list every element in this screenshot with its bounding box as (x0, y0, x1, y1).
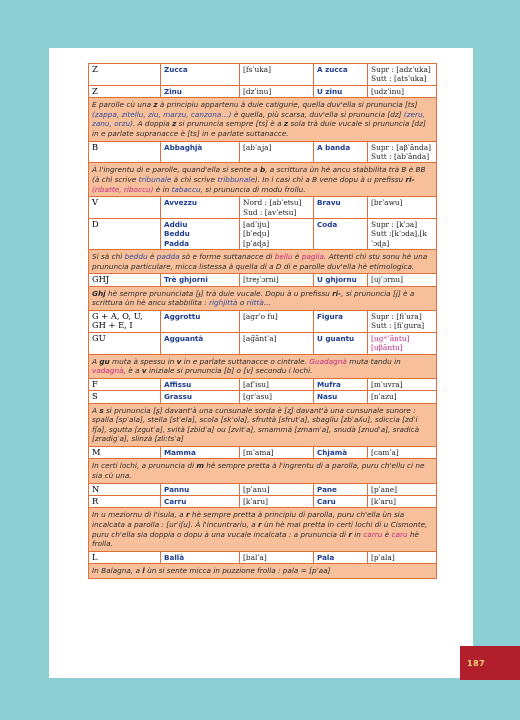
phonetic-cell: [treɟˈɔrni] (240, 274, 314, 286)
phonetic-line: Sud : [avˈeʦu] (243, 207, 297, 217)
phonetic-line: Supr : [fiˈura] (371, 312, 422, 321)
note-row (89, 508, 437, 551)
example-word: U ghjornu (314, 274, 368, 286)
letter-cell: Z (89, 85, 161, 97)
phonetic-line: [uɡʷˈãntu] (371, 333, 410, 343)
phonetic-line: Supr : [kˈɔa] (371, 220, 418, 229)
note-span: vadagnà (92, 366, 124, 376)
note-span: righjittà (208, 298, 238, 308)
note-span: iniziale si prununcia [b] o [v] secondu i lochi. (146, 366, 313, 376)
phonetic-cell: [ujˈɔrnu] (368, 274, 437, 286)
note-span: . A doppia (132, 119, 173, 129)
letter-line: G + A, O, U, (92, 311, 143, 321)
table-row (89, 551, 437, 563)
note-text (89, 459, 437, 483)
phonetic-cell: [udzˈinu] (368, 85, 437, 97)
phonetic-cell: [nˈazu] (368, 391, 437, 403)
example-word: Nasu (314, 391, 368, 403)
note-row (89, 163, 437, 197)
note-span: v (176, 356, 182, 366)
letter-cell: R (89, 496, 161, 508)
note-span: tribbunale (217, 175, 255, 184)
table-row (89, 274, 437, 286)
note-span: r (258, 520, 262, 529)
example-word: A banda (314, 141, 368, 163)
note-span: muta à spessu in (109, 356, 177, 366)
note-span: o (237, 298, 247, 308)
table-row (89, 311, 437, 333)
phonetic-cell (368, 64, 437, 86)
letter-cell (89, 311, 161, 333)
note-row (89, 98, 437, 141)
note-span: In Balagna, a (92, 566, 143, 576)
table-row (89, 219, 437, 250)
note-span: ). In i casi chì a B vene dopu à u prefissu (254, 175, 406, 184)
phonetic-line: [pˈaɖa] (243, 238, 270, 248)
note-span: E parolle cù una (92, 100, 154, 110)
phonetic-cell: [pˈanu] (240, 483, 314, 495)
example-word (161, 219, 240, 250)
note-span: spalla [spˈala], stella [stˈela], scola [skˈola], sfruttà [sfrutˈa], sbagliu [zbˈaʎu], sdiccia [zdˈi fʃa], sgutta [zɡutˈa], svità [zbidˈa] ou [zvitˈa], smammà [zmamˈa], snudà [znudˈa], sradicà [zradiɡˈa], slinzà [zliːtsˈa] (92, 415, 420, 444)
phonetic-line: [uβãntu] (371, 343, 403, 353)
note-row (89, 250, 437, 274)
note-span: si prununcia sempre [ts] è a (176, 119, 284, 129)
note-span: è in (153, 184, 172, 194)
phonetic-cell: [mˈama] (240, 447, 314, 459)
note-span: v (141, 366, 147, 376)
example-word: Pane (314, 483, 368, 495)
note-span: Ghj (92, 288, 106, 298)
table-row (89, 197, 437, 219)
note-span: padda (156, 252, 180, 262)
letter-cell: B (89, 141, 161, 163)
phonetic-cell: [pˈala] (368, 551, 437, 563)
letter-line: GH + E, I (92, 320, 133, 331)
letter-cell: GU (89, 332, 161, 354)
note-text (89, 98, 437, 141)
phonetic-cell: [camˈa] (368, 447, 437, 459)
note-span: sò e forme suttanacce di (179, 252, 275, 262)
phonetic-cell: [aɡrˈo fu] (240, 311, 314, 333)
letter-cell: M (89, 447, 161, 459)
note-span: b (259, 165, 266, 175)
example-word: Grassu (161, 391, 240, 403)
phonetic-line: [bˈeɖu] (243, 229, 270, 239)
example-word: Trè ghjorni (161, 274, 240, 286)
note-row (89, 564, 437, 579)
note-text (89, 163, 437, 197)
phonetic-line: Sutt : [abˈãnda] (371, 152, 430, 161)
phonetic-cell: [ɡrˈasu] (240, 391, 314, 403)
note-span: ri- (332, 288, 342, 298)
note-span: , si prununcia di modu frollu. (200, 184, 306, 194)
word-line: Beddu (164, 229, 190, 239)
table-row (89, 483, 437, 495)
note-row (89, 403, 437, 446)
note-span: in e parlate suttanacce o cintrale. (181, 356, 310, 366)
phonetic-cell: [mˈuvra] (368, 378, 437, 390)
note-span: ri- (405, 175, 415, 184)
phonetic-cell: [pˈane] (368, 483, 437, 495)
phonetic-cell: [brˈawu] (368, 197, 437, 219)
phonetic-cell: [fsˈuka] (240, 64, 314, 86)
note-span: (zappa, zitellu, ziu, marzu, canzona…) (92, 109, 232, 119)
note-span: r (348, 529, 352, 539)
note-span: , a scrittura ùn hè ancu stabbilita trà B è BB (à chì scrive (92, 165, 426, 184)
phonetic-cell: [abˈaʝa] (240, 141, 314, 163)
table-row (89, 447, 437, 459)
note-span: carru (363, 529, 383, 539)
table-row (89, 332, 437, 354)
phonetic-cell (368, 332, 437, 354)
note-span: , si prununcia [j] è a scrittura ùn hè ancu stabbilita : (92, 288, 415, 308)
phonetic-cell: [aɡ̃ãntˈa] (240, 332, 314, 354)
page-number-tab (460, 646, 520, 680)
note-span: è quella, più scarsa, duv'ella si prununcia [dz] (231, 109, 404, 119)
note-span: si prununcia [ʂ] davant'à una cunsunale sorda è [ʐ] davant'à una cunsunale sunore : (103, 405, 416, 415)
note-span: A (92, 356, 100, 366)
letter-cell: D (89, 219, 161, 250)
note-span: caru (391, 529, 408, 539)
note-span: ùn hè mai pretta in certi lochi di u Cismonte, puru ch'ella sia doppia o dopu à una vucale incalcata : a prununcia di (92, 520, 428, 539)
example-word: Avvezzu (161, 197, 240, 219)
table-row (89, 85, 437, 97)
phonetic-line: Supr : [adzˈuka] (371, 65, 431, 74)
note-span: riittà (246, 298, 264, 308)
note-span: s (99, 405, 104, 415)
example-word: Mufra (314, 378, 368, 390)
table-row (89, 378, 437, 390)
table-row (89, 496, 437, 508)
phonetic-cell: [afˈisu] (240, 378, 314, 390)
note-span: è (147, 252, 157, 262)
note-span: tabaccu (171, 184, 201, 194)
phonetic-line: [adˈiju] (243, 220, 270, 229)
note-span: hè frolla. (92, 529, 420, 549)
phonetic-line: Sutt : [atsˈuka] (371, 74, 427, 84)
phonetic-cell: [dzˈinu] (240, 85, 314, 97)
phonetic-cell: [balˈa] (240, 551, 314, 563)
example-word: Chjamà (314, 447, 368, 459)
note-span: sola trà duie vucale si prununcia [dz] in e parlate supranacce è [ts] in e parlate suttanacce. (92, 119, 426, 138)
note-text (89, 286, 437, 310)
note-span: . Attenti chì stu sonu hè una prununcia particulare, micca listessa à quella di a D di e parolle duv'ella hè etimologica. (92, 252, 428, 271)
example-word: Pala (314, 551, 368, 563)
note-span: è (292, 252, 302, 262)
note-span: Guadagnà (309, 356, 347, 366)
example-word: Abbaghjà (161, 141, 240, 163)
note-span: z (153, 100, 158, 110)
note-span: r (185, 510, 190, 520)
note-span: tribunale (138, 175, 172, 184)
example-word: Pannu (161, 483, 240, 495)
note-span: hè sempre pretta à principiu di parolla, puru ch'ella ùn sia incalcata a parolla : [urˈiʃu]. À l'incuntrariu, a (92, 510, 405, 529)
note-span: In u meziornu di l'isula, a (92, 510, 186, 520)
word-line: Padda (164, 238, 190, 248)
example-word: Aggrottu (161, 311, 240, 333)
phonetic-line: Sutt : [fiˈɡura] (371, 321, 425, 331)
example-word: Carru (161, 496, 240, 508)
note-span: In certi lochi, a prununcia di (92, 461, 197, 471)
note-text (89, 508, 437, 551)
note-span: Si sà chì (92, 252, 125, 262)
note-span: (ribatte, riboccu) (92, 184, 154, 194)
table-row (89, 64, 437, 86)
phonetic-cell (240, 197, 314, 219)
note-span: m (196, 461, 204, 471)
note-span: À l'ingrentu di e parolle, quand'ella si sente a (92, 165, 260, 175)
example-word: Affissu (161, 378, 240, 390)
example-word: Agguantà (161, 332, 240, 354)
note-text (89, 354, 437, 378)
note-span: in (351, 529, 364, 539)
table-row (89, 141, 437, 163)
phonetic-line: Supr : [aβˈãnda] (371, 142, 432, 152)
example-word: Caru (314, 496, 368, 508)
note-span: l (142, 566, 145, 576)
note-span: ùn si sente micca in puzzione frolla : pala = [pˈaa] (144, 566, 331, 576)
example-word: Mamma (161, 447, 240, 459)
letter-cell: F (89, 378, 161, 390)
phonetic-cell: [kˈaru] (368, 496, 437, 508)
phonetic-cell (368, 311, 437, 333)
phonetic-line: Sutt :[kˈɔda],[kˈɔɖa] (371, 229, 427, 248)
example-word: Zinu (161, 85, 240, 97)
page-number: 187 (467, 659, 486, 668)
note-row (89, 459, 437, 483)
example-word: U zinu (314, 85, 368, 97)
note-text (89, 564, 437, 579)
note-span: à principiu appartenu à duie catigurie, quella duv'ella si prununcia [ts] (157, 100, 418, 110)
letter-cell: L (89, 551, 161, 563)
note-span: (zeru, zanu, orzu) (92, 109, 425, 129)
letter-cell: V (89, 197, 161, 219)
example-word: Coda (314, 219, 368, 250)
phonetic-line: Nord : [abˈeʦu] (243, 198, 302, 208)
example-word: Figura (314, 311, 368, 333)
note-span: … (263, 298, 272, 308)
note-span: z (172, 119, 177, 129)
phonetic-cell (240, 219, 314, 250)
note-span: à chì scrive (171, 175, 218, 184)
letter-cell: Z (89, 64, 161, 86)
phonetic-cell (368, 219, 437, 250)
note-text (89, 250, 437, 274)
example-word: A zucca (314, 64, 368, 86)
note-span: z (283, 119, 289, 129)
letter-cell: GHJ (89, 274, 161, 286)
example-word: Bravu (314, 197, 368, 219)
note-span: bellu (274, 252, 293, 262)
note-span: è (382, 529, 392, 539)
example-word: Ballà (161, 551, 240, 563)
page-sheet (49, 48, 473, 678)
note-row (89, 286, 437, 310)
note-span: , è a (123, 366, 142, 376)
pronunciation-table (88, 63, 436, 579)
word-line: Addiu (164, 220, 188, 229)
note-span: muta tandu in (346, 356, 401, 366)
letter-cell: N (89, 483, 161, 495)
letter-cell: S (89, 391, 161, 403)
note-span: hè sempre prununciata [ɟ] trà duie vucale. Dopu à u prefissu (105, 288, 333, 298)
note-row (89, 354, 437, 378)
note-span: gu (99, 356, 110, 366)
example-word: U guantu (314, 332, 368, 354)
phonetic-cell (368, 141, 437, 163)
note-span: A (92, 405, 100, 415)
table-row (89, 391, 437, 403)
phonetic-cell: [kˈaru] (240, 496, 314, 508)
note-text (89, 403, 437, 446)
note-span: hè sempre pretta à l'ingrentu di a parolla, puru ch'ellu ci ne sia cù una. (92, 461, 425, 480)
example-word: Zucca (161, 64, 240, 86)
note-span: beddu (124, 252, 148, 262)
note-span: paglia (301, 252, 324, 262)
